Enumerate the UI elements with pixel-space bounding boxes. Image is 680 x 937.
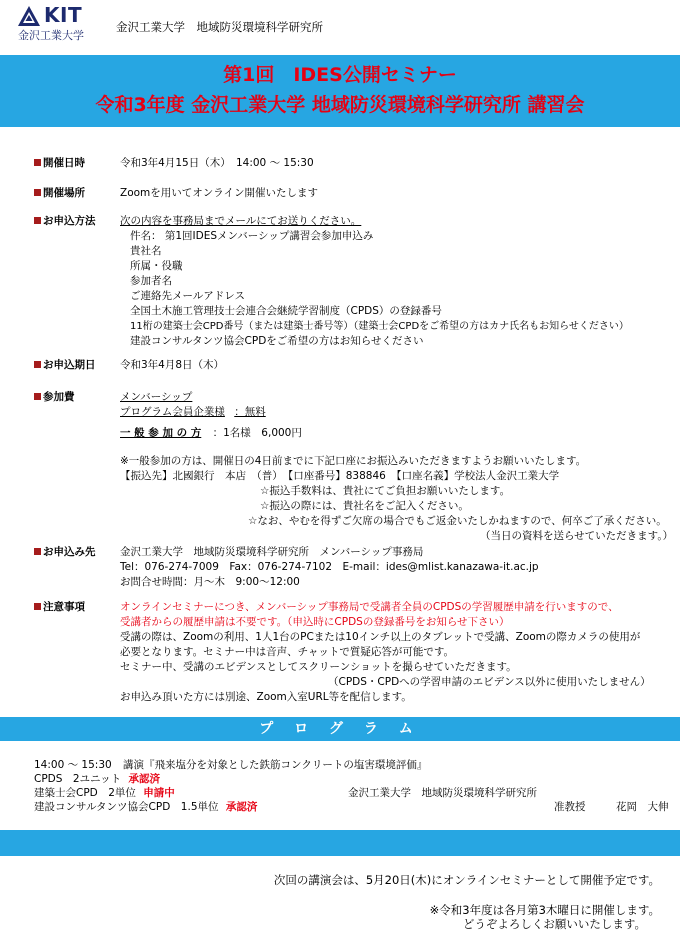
program-lecture: 講演『飛来塩分を対象とした鉄筋コンクリートの塩害環境評価』 — [123, 759, 428, 771]
header-organization: 金沢工業大学 地域防災環境科学研究所 — [116, 20, 323, 34]
fee-note: （当日の資料を送らせていただきます。） — [480, 530, 674, 542]
bullet-icon — [34, 361, 41, 368]
apply-item: 参加者名 — [130, 275, 172, 287]
header — [0, 0, 680, 52]
logo-kit-text: KIT — [44, 3, 83, 27]
bullet-icon — [34, 548, 41, 555]
contact-hours: お問合せ時間：月～木 9:00～12:00 — [120, 576, 300, 588]
apply-method-intro: 次の内容を事務局までメールにてお送りください。 — [120, 215, 362, 227]
speaker-name: 花岡 大伸 — [616, 801, 669, 813]
notes-red-line: 受講者からの履歴申請は不要です。（申込時にCPDSの登録番号をお知らせ下さい） — [120, 616, 510, 628]
notes-red-line: オンラインセミナーにつき、メンバーシップ事務局で受講者全員のCPDSの学習履歴申請を行いますので、 — [120, 601, 619, 613]
speaker-org: 金沢工業大学 地域防災環境科学研究所 — [348, 787, 537, 799]
program-kenchiku — [34, 786, 175, 801]
notes-line: （CPDS・CPDへの学習申請のエビデンス以外に使用いたしません） — [328, 676, 651, 688]
notes-content — [120, 600, 651, 705]
fee-note: ※一般参加の方は、開催日の4日前までに下記口座にお振込みいただきますようお願いいたします。 — [120, 455, 587, 467]
fee-member-label-1: メンバーシップ — [120, 391, 193, 403]
program-cpds — [34, 772, 160, 787]
apply-item: 所属・役職 — [130, 260, 183, 272]
regards-text: どうぞよろしくお願いいたします。 — [462, 917, 646, 931]
fee-note: ☆振込の際には、貴社名をご記入ください。 — [260, 500, 469, 512]
next-seminar-notice: 次回の講演会は、5月20日(木)にオンラインセミナーとして開催予定です。 — [273, 873, 660, 887]
contact-label: お申込み先 — [34, 545, 96, 560]
fee-general-value: ：1名様 6,000円 — [212, 427, 302, 439]
apply-item: 貴社名 — [130, 245, 162, 257]
bullet-icon — [34, 603, 41, 610]
schedule-text: ※令和3年度は各月第3木曜日に開催します。 — [429, 903, 660, 917]
fee-label: 参加費 — [34, 390, 75, 405]
notes-label: 注意事項 — [34, 600, 85, 615]
kit-logo-mark-icon — [18, 6, 40, 26]
bullet-icon — [34, 159, 41, 166]
apply-item: 件名： 第1回IDESメンバーシップ講習会参加申込み — [130, 230, 374, 242]
apply-item: 建設コンサルタンツ協会CPDをご希望の方はお知らせください — [130, 335, 424, 347]
logo-university-name: 金沢工業大学 — [18, 29, 84, 42]
contact-tel-fax-email: Tel：076-274-7009 Fax：076-274-7102 E-mail：ides@mlist.kanazawa-it.ac.jp — [120, 561, 539, 573]
consul-status: 承認済 — [225, 801, 258, 813]
fee-note: 【振込先】北國銀行 本店 （普） 【口座番号】838846 【口座名義】学校法人金沢工業大学 — [120, 470, 560, 482]
fee-member-value: ：無料 — [234, 406, 266, 418]
program-time: 14:00 ～ 15:30 — [34, 759, 112, 771]
venue-value: Zoomを用いてオンライン開催いたします — [120, 187, 318, 199]
bullet-icon — [34, 393, 41, 400]
program-heading: プ ロ グ ラ ム — [259, 721, 421, 737]
deadline-value: 令和3年4月8日（木） — [120, 359, 225, 371]
bottom-banner — [0, 830, 680, 856]
program-banner — [0, 717, 680, 741]
cpds-label: CPDS 2ユニット — [34, 773, 122, 785]
apply-item: 11桁の建築士会CPD番号（または建築士番号等）（建築士会CPDをご希望の方はカナ氏名もお知らせください） — [130, 321, 629, 332]
deadline-label: お申込期日 — [34, 358, 96, 373]
schedule-notice — [430, 903, 660, 918]
notes-line: 受講の際は、Zoomの利用、1人1台のPCまたは10インチ以上のタブレットで受講、Zoomの際カメラの使用が — [120, 631, 641, 643]
fee-note: ☆振込手数料は、貴社にてご負担お願いいたします。 — [260, 485, 511, 497]
program-time-lecture — [34, 758, 427, 773]
notes-line: セミナー中、受講のエビデンスとしてスクリーンショットを撮らせていただきます。 — [120, 661, 517, 673]
kenchiku-label: 建築士会CPD 2単位 — [34, 787, 136, 799]
apply-item: 全国土木施工管理技士会連合会継続学習制度（CPDS）の登録番号 — [130, 305, 442, 317]
seminar-subtitle: 令和3年度 金沢工業大学 地域防災環境科学研究所 講習会 — [95, 94, 585, 116]
date-value: 令和3年4月15日（木） 14:00 ～ 15:30 — [120, 157, 314, 169]
apply-item: ご連絡先メールアドレス — [130, 290, 245, 302]
bullet-icon — [34, 189, 41, 196]
apply-method-label: お申込方法 — [34, 214, 96, 229]
bullet-icon — [34, 217, 41, 224]
fee-note: ☆なお、やむを得ずご欠席の場合でもご返金いたしかねますので、何卒ご了承ください。 — [248, 515, 667, 527]
speaker-title: 准教授 — [554, 801, 586, 813]
fee-content — [120, 390, 266, 420]
kit-logo — [18, 4, 102, 48]
program-consul — [34, 800, 257, 815]
contact-org: 金沢工業大学 地域防災環境科学研究所 メンバーシップ事務局 — [120, 546, 424, 558]
consul-label: 建設コンサルタンツ協会CPD 1.5単位 — [34, 801, 219, 813]
fee-member-label-2: プログラム会員企業様 — [120, 406, 225, 418]
fee-general-label: 一 般 参 加 の 方 — [120, 427, 202, 439]
notes-line: 必要となります。セミナー中は音声、チャットで質疑応答が可能です。 — [120, 646, 455, 658]
kenchiku-status: 申請中 — [143, 787, 175, 799]
venue-label: 開催場所 — [34, 186, 85, 201]
seminar-title: 第1回 IDES公開セミナー — [223, 64, 457, 86]
contact-content — [120, 545, 539, 590]
apply-method-content — [120, 214, 629, 349]
cpds-status: 承認済 — [128, 773, 161, 785]
title-banner — [0, 55, 680, 127]
date-label: 開催日時 — [34, 156, 85, 171]
notes-line: お申込み頂いた方には別途、Zoom入室URL等を配信します。 — [120, 691, 412, 703]
